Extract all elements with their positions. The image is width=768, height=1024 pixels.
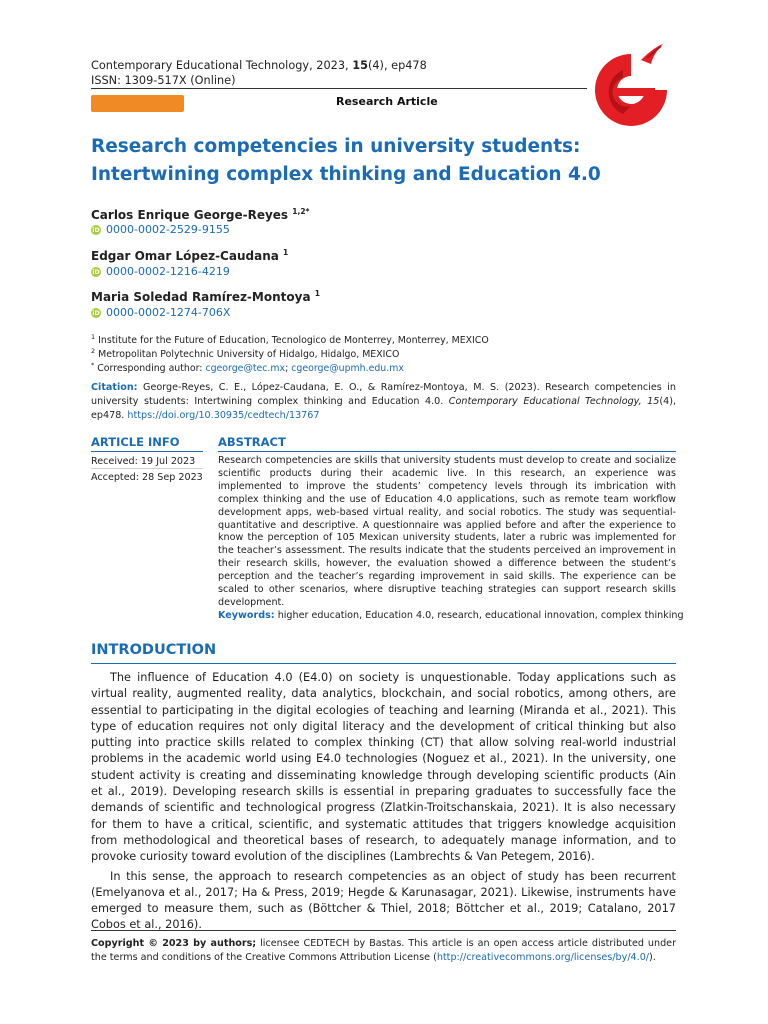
author-name-text: Edgar Omar López-Caudana xyxy=(91,249,279,263)
author-name xyxy=(91,248,288,263)
affiliation-marker: 1 xyxy=(91,333,96,341)
citation-block xyxy=(91,381,676,423)
citation-issue: (4), ep478. xyxy=(91,396,676,421)
journal-issue: (4), ep478 xyxy=(367,59,427,72)
author-name-text: Maria Soledad Ramírez-Montoya xyxy=(91,290,311,304)
article-info-heading: ARTICLE INFO xyxy=(91,435,180,449)
introduction-heading: INTRODUCTION xyxy=(91,642,217,658)
journal-logo-icon xyxy=(583,42,679,138)
citation-label: Citation: xyxy=(91,382,138,393)
orcid-link[interactable] xyxy=(91,306,230,319)
author-name xyxy=(91,207,309,222)
license-text: licensee CEDTECH by Bastas. This article is an open access article distributed under the terms and conditions of the Creative Commons Attribution License ( xyxy=(91,938,677,963)
header-divider xyxy=(91,88,587,89)
author-name-text: Carlos Enrique George-Reyes xyxy=(91,208,289,222)
footer-divider xyxy=(91,930,676,931)
corresponding-label: Corresponding author: xyxy=(97,363,206,374)
orcid-id[interactable]: 0000-0002-2529-9155 xyxy=(106,223,230,236)
doi-link[interactable]: https://doi.org/10.30935/cedtech/13767 xyxy=(127,410,320,421)
copyright-footer xyxy=(91,937,676,965)
paragraph: The influence of Education 4.0 (E4.0) on society is unquestionable. Today applications such as virtual reality, augmented reality, data analytics, blockchain, and social robotics, among others, are essential to participating in the digital ecologies of teaching and learning (Miranda et al., 2021). This type of education requires not only digital literacy and the development of critical thinking but also putting into practice skills related to complex thinking (CT) that allow solving real-world industrial problems in the academic world using E4.0 technologies (Noguez et al., 2021). In the university, one student activity is creating and disseminating knowledge through developing scientific products (Ain et al., 2019). Developing research skills is essential in preparing graduates to successfully face the demands of scientific and technological progress (Zlatkin-Troitschanskaia, 2021). It is also necessary for them to have a critical, scientific, and systematic attitudes that triggers knowledge acquisition from methodological and theoretical bases of research, to adequately manage information, and to provoke curiosity toward evolution of the disciplines (Lambrechts & Van Petegem, 2016). xyxy=(91,671,676,864)
article-info-rule xyxy=(91,451,203,452)
paragraph: In this sense, the approach to research competencies as an object of study has been recurrent (Emelyanova et al., 2017; Ha & Press, 2019; Hegde & Karunasagar, 2021). Likewise, instruments have emerged to measure them, such as (Böttcher & Thiel, 2018; Böttcher et al., 2019; Catalano, 2017 Cobos et al., 2016). xyxy=(91,869,676,932)
orcid-id[interactable]: 0000-0002-1216-4219 xyxy=(106,265,230,278)
article-type: Research Article xyxy=(336,95,438,108)
orange-accent-bar xyxy=(91,95,184,112)
orcid-icon: iD xyxy=(92,267,100,276)
accepted-date: Accepted: 28 Sep 2023 xyxy=(91,472,203,483)
journal-name: Contemporary Educational Technology, 2023, xyxy=(91,59,353,72)
introduction-body xyxy=(91,670,676,934)
orcid-icon: iD xyxy=(92,308,100,317)
corresponding-author xyxy=(91,358,404,376)
citation-text: George-Reyes, C. E., López-Caudana, E. O., & Ramírez-Montoya, M. S. (2023). Research competencies in university students: Intertwining complex thinking and Education 4.0. xyxy=(91,382,676,407)
orcid-id[interactable]: 0000-0002-1274-706X xyxy=(106,306,231,319)
article-title: Research competencies in university students: Intertwining complex thinking and Education 4.0 xyxy=(91,136,601,185)
email-link[interactable]: cgeorge@upmh.edu.mx xyxy=(291,363,404,374)
email-link[interactable]: cgeorge@tec.mx xyxy=(205,363,286,374)
keywords-label: Keywords: xyxy=(218,610,275,621)
license-end: ). xyxy=(649,952,656,963)
orcid-icon: iD xyxy=(92,225,100,234)
introduction-rule xyxy=(91,663,676,664)
author-affiliation-marker: 1,2* xyxy=(292,207,310,216)
corresponding-marker: * xyxy=(91,361,95,369)
journal-header xyxy=(91,58,427,88)
keywords xyxy=(218,610,688,621)
author-affiliation-marker: 1 xyxy=(283,248,289,257)
journal-volume: 15 xyxy=(352,59,368,72)
orcid-link[interactable] xyxy=(91,265,230,278)
affiliation-text: Institute for the Future of Education, Tecnologico de Monterrey, Monterrey, MEXICO xyxy=(98,335,489,346)
issn: ISSN: 1309-517X (Online) xyxy=(91,74,236,87)
citation-journal: Contemporary Educational Technology, 15 xyxy=(448,396,660,407)
keywords-text: higher education, Education 4.0, research, educational innovation, complex thinking xyxy=(274,610,684,621)
received-date: Received: 19 Jul 2023 xyxy=(91,456,196,467)
abstract-heading: ABSTRACT xyxy=(218,435,286,449)
affiliation-text: Metropolitan Polytechnic University of Hidalgo, Hidalgo, MEXICO xyxy=(98,349,400,360)
affiliation-marker: 2 xyxy=(91,347,96,355)
abstract-rule xyxy=(218,451,676,452)
copyright-label: Copyright © 2023 by authors; xyxy=(91,938,257,949)
orcid-link[interactable] xyxy=(91,223,230,236)
email-separator: ; xyxy=(285,363,292,374)
journal-line xyxy=(91,58,427,73)
abstract-text: Research competencies are skills that university students must develop to create and socialize scientific products during their academic live. In this research, an experience was implemented to improve the students’ competency levels through its imbrication with complex thinking and the use of Education 4.0 applications, such as remote team workflow development apps, web-based virtual reality, and social robotics. The study was sequential-quantitative and descriptive. A questionnaire was applied before and after the experience to know the perception of 105 Mexican university students, later a rubric was implemented for the teacher’s assessment. The results indicate that the students perceived an improvement in their research skills, however, the evaluation showed a difference between the student’s perception and the teacher’s regarding improvement in said skills. The experience can be scaled to other scenarios, where disruptive teaching strategies can support research skills development. xyxy=(218,455,676,608)
author-name xyxy=(91,289,320,304)
author-affiliation-marker: 1 xyxy=(314,289,320,298)
license-link[interactable]: http://creativecommons.org/licenses/by/4.0/ xyxy=(436,952,650,963)
info-divider xyxy=(91,468,203,469)
